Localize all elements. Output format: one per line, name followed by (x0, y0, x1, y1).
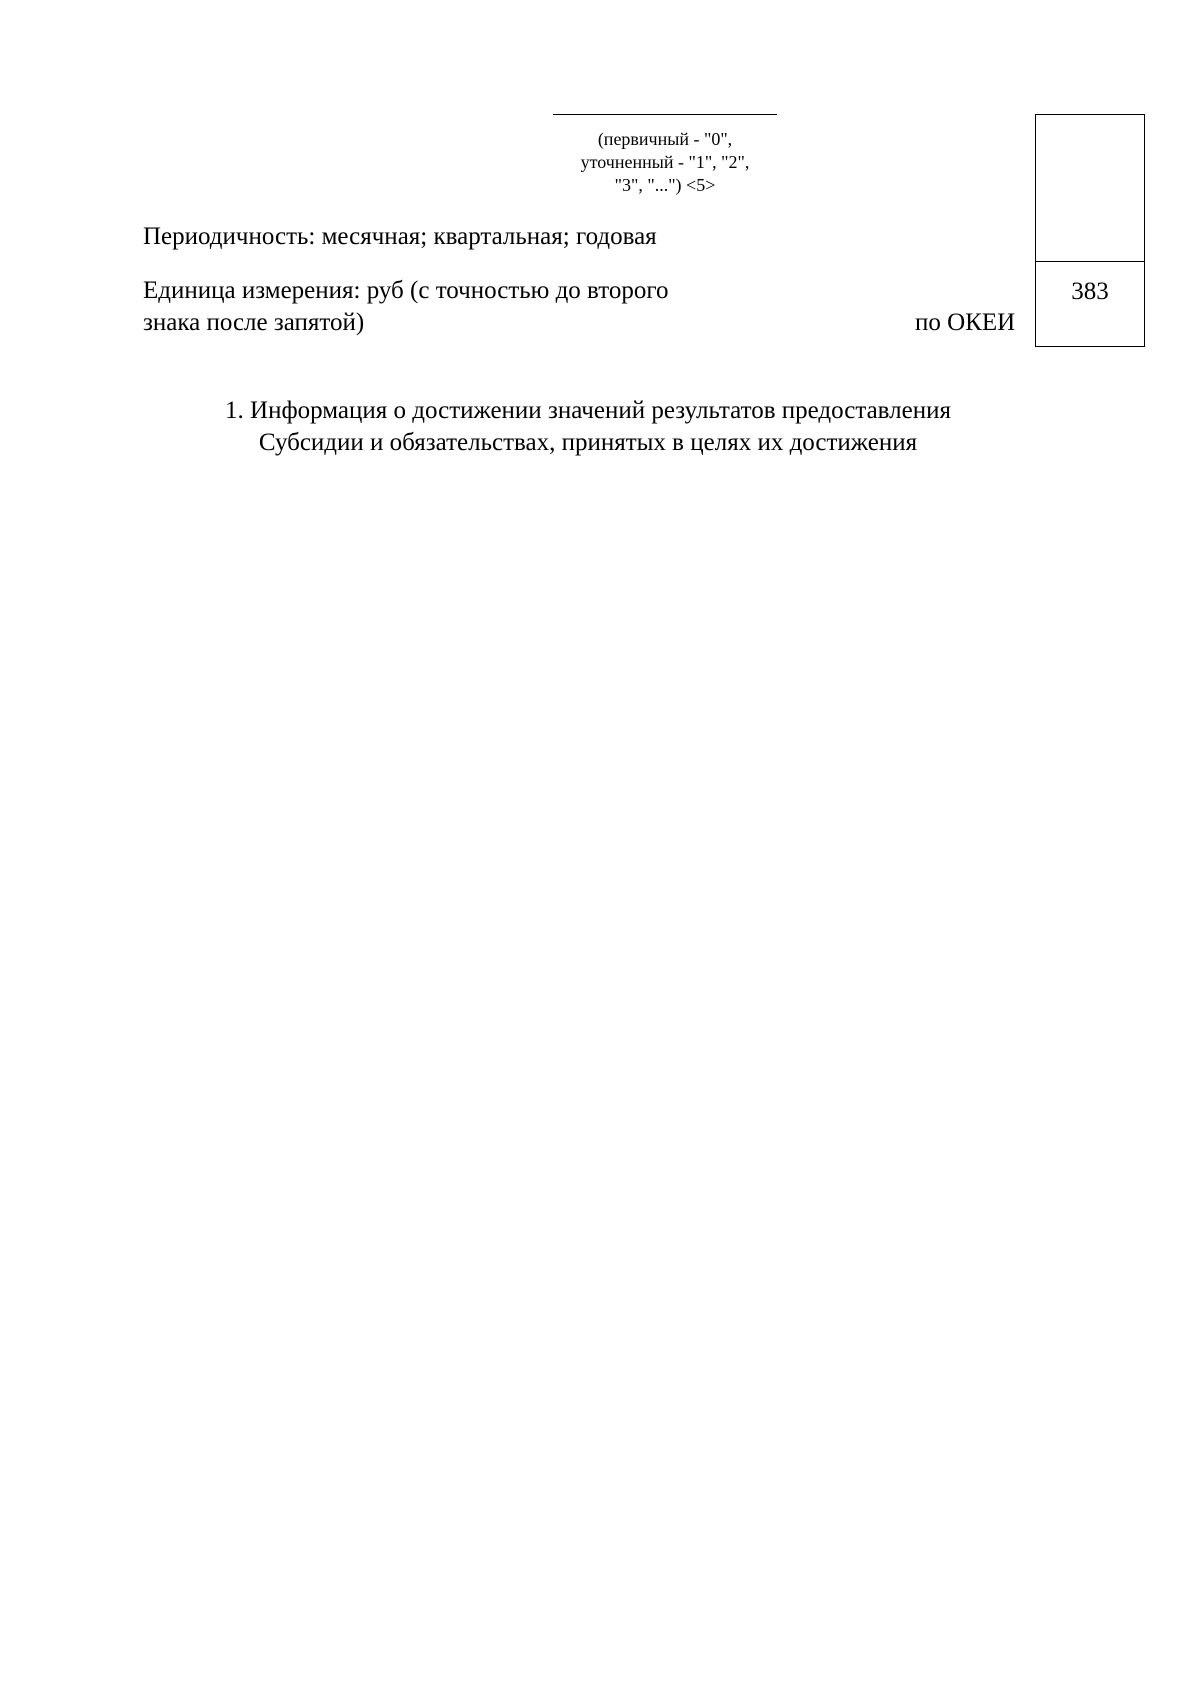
report-type-caption-line: "3", "...") <5> (614, 175, 716, 195)
report-type-field-underline (553, 114, 777, 115)
unit-of-measure-line-1: Единица измерения: руб (с точностью до второго (143, 277, 669, 304)
section-title (143, 395, 1033, 459)
section-title-line: Субсидии и обязательствах, принятых в целях их достижения (258, 429, 918, 456)
section-title-line: 1. Информация о достижении значений результатов предоставления (225, 397, 951, 424)
okei-label: по ОКЕИ (915, 309, 1016, 336)
report-type-caption-line: уточненный - "1", "2", (580, 152, 750, 172)
periodicity-text: Периодичность: месячная; квартальная; годовая (143, 223, 657, 250)
report-type-code-cell (1036, 115, 1144, 262)
report-type-caption (553, 128, 777, 197)
report-type-caption-line: (первичный - "0", (597, 129, 733, 149)
okei-code-cell: 383 (1071, 278, 1109, 305)
code-box (1035, 114, 1145, 347)
unit-of-measure-line-2: знака после запятой) (143, 309, 365, 336)
